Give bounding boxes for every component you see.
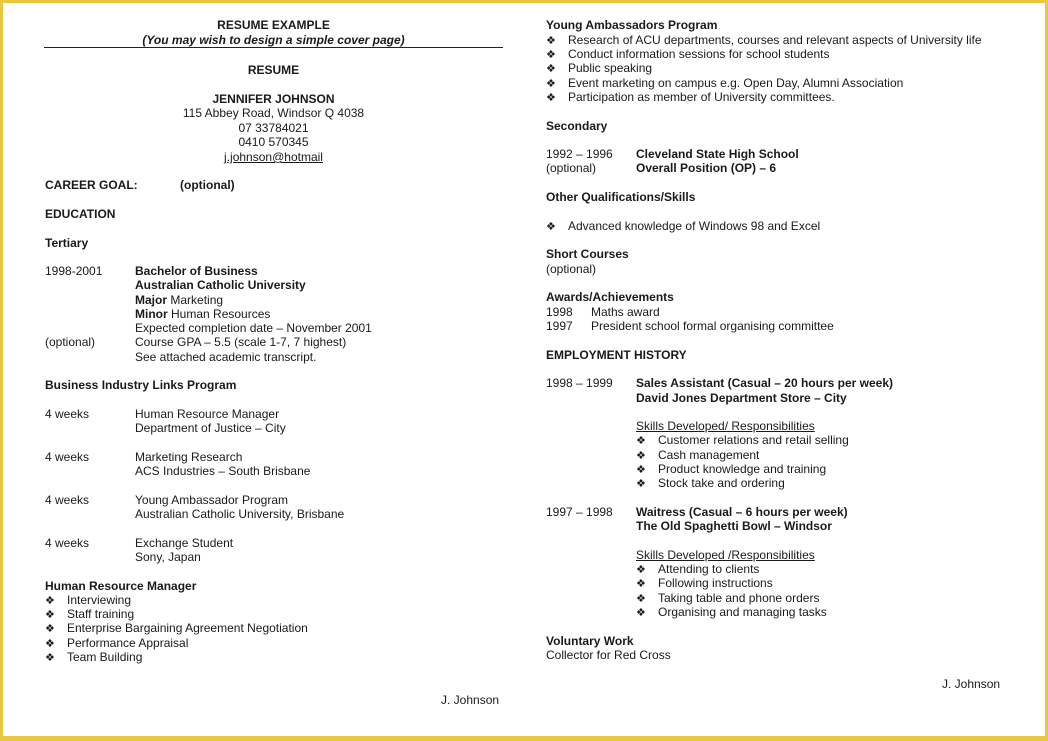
career-goal-value: (optional) <box>180 178 235 192</box>
list-item <box>45 636 55 651</box>
hrm-item: Performance Appraisal <box>67 636 189 650</box>
oq-item: Advanced knowledge of Windows 98 and Excel <box>568 219 821 233</box>
bil-role: Young Ambassador Program <box>135 493 288 507</box>
secondary-optional: (optional) <box>546 161 597 175</box>
bullet-icon: ❖ <box>546 63 556 75</box>
job-skill: Stock take and ordering <box>658 476 785 490</box>
list-item <box>636 605 646 620</box>
secondary-op: Overall Position (OP) – 6 <box>636 161 777 175</box>
job-skills-heading: Skills Developed /Responsibilities <box>636 548 815 562</box>
vw-value: Collector for Red Cross <box>546 648 671 662</box>
bullet-icon: ❖ <box>636 593 646 605</box>
bullet-icon: ❖ <box>636 478 646 490</box>
award-year: 1997 <box>546 319 573 333</box>
bullet-icon: ❖ <box>636 435 646 447</box>
resume-heading: RESUME <box>247 63 300 77</box>
hrm-item: Staff training <box>67 607 135 621</box>
bil-duration: 4 weeks <box>45 407 90 421</box>
job-employer: The Old Spaghetti Bowl – Windsor <box>636 519 832 533</box>
list-item <box>636 433 646 448</box>
tertiary-optional: (optional) <box>45 335 96 349</box>
job-skill: Cash management <box>658 448 760 462</box>
minor-value: Human Resources <box>167 307 271 321</box>
tertiary-university: Australian Catholic University <box>135 278 306 292</box>
list-item <box>636 576 646 591</box>
award-text: President school formal organising committee <box>591 319 834 333</box>
bil-organisation: ACS Industries – South Brisbane <box>135 464 311 478</box>
award-text: Maths award <box>591 305 660 319</box>
list-item <box>546 47 556 62</box>
bil-role: Exchange Student <box>135 536 234 550</box>
tertiary-completion: Expected completion date – November 2001 <box>135 321 372 335</box>
candidate-email-link[interactable]: j.johnson@hotmail <box>224 150 323 164</box>
bullet-icon: ❖ <box>45 609 55 621</box>
bil-role: Human Resource Manager <box>135 407 280 421</box>
yap-heading: Young Ambassadors Program <box>546 18 718 32</box>
tertiary-heading: Tertiary <box>45 236 89 250</box>
job-skill: Product knowledge and training <box>658 462 827 476</box>
major-label: Major <box>135 293 168 307</box>
tertiary-transcript: See attached academic transcript. <box>135 350 317 364</box>
list-item <box>45 650 55 665</box>
career-goal-label: CAREER GOAL: <box>45 178 138 192</box>
list-item <box>636 591 646 606</box>
candidate-phone-1: 07 33784021 <box>238 121 309 135</box>
bullet-icon: ❖ <box>45 652 55 664</box>
list-item <box>45 593 55 608</box>
list-item <box>546 76 556 91</box>
awards-heading: Awards/Achievements <box>546 290 674 304</box>
job-years: 1998 – 1999 <box>546 376 613 390</box>
document-subtitle: (You may wish to design a simple cover page) <box>142 33 405 47</box>
list-item <box>636 562 646 577</box>
bil-duration: 4 weeks <box>45 536 90 550</box>
yap-item: Event marketing on campus e.g. Open Day, Alumni Association <box>568 76 904 90</box>
hrm-item: Team Building <box>67 650 143 664</box>
yap-item: Conduct information sessions for school students <box>568 47 830 61</box>
tertiary-major <box>135 293 223 307</box>
tertiary-degree: Bachelor of Business <box>135 264 258 278</box>
minor-label: Minor <box>135 307 168 321</box>
hrm-item: Interviewing <box>67 593 132 607</box>
job-skill: Taking table and phone orders <box>658 591 820 605</box>
job-title: Sales Assistant (Casual – 20 hours per week) <box>636 376 893 390</box>
title-divider <box>44 47 503 48</box>
list-item <box>546 219 556 234</box>
list-item <box>45 621 55 636</box>
bullet-icon: ❖ <box>546 35 556 47</box>
award-year: 1998 <box>546 305 573 319</box>
job-skill: Organising and managing tasks <box>658 605 827 619</box>
bullet-icon: ❖ <box>636 450 646 462</box>
secondary-heading: Secondary <box>546 119 608 133</box>
candidate-phone-2: 0410 570345 <box>238 135 309 149</box>
list-item <box>636 448 646 463</box>
list-item <box>636 462 646 477</box>
job-skills-heading: Skills Developed/ Responsibilities <box>636 419 815 433</box>
bil-role: Marketing Research <box>135 450 243 464</box>
job-skill: Attending to clients <box>658 562 760 576</box>
bullet-icon: ❖ <box>546 221 556 233</box>
bullet-icon: ❖ <box>636 607 646 619</box>
bullet-icon: ❖ <box>45 623 55 635</box>
yap-item: Research of ACU departments, courses and relevant aspects of University life <box>568 33 982 47</box>
candidate-name: JENNIFER JOHNSON <box>212 92 335 106</box>
bil-duration: 4 weeks <box>45 493 90 507</box>
list-item <box>546 61 556 76</box>
left-page-footer: J. Johnson <box>441 693 500 707</box>
list-item <box>45 607 55 622</box>
sc-value: (optional) <box>546 262 597 276</box>
bullet-icon: ❖ <box>45 638 55 650</box>
yap-item: Participation as member of University committees. <box>568 90 835 104</box>
bullet-icon: ❖ <box>636 564 646 576</box>
job-title: Waitress (Casual – 6 hours per week) <box>636 505 848 519</box>
hrm-heading: Human Resource Manager <box>45 579 197 593</box>
secondary-years: 1992 – 1996 <box>546 147 613 161</box>
bullet-icon: ❖ <box>546 78 556 90</box>
tertiary-minor <box>135 307 270 321</box>
job-skill: Customer relations and retail selling <box>658 433 849 447</box>
vw-heading: Voluntary Work <box>546 634 634 648</box>
bullet-icon: ❖ <box>546 49 556 61</box>
bullet-icon: ❖ <box>546 92 556 104</box>
candidate-address: 115 Abbey Road, Windsor Q 4038 <box>182 106 365 120</box>
document-title: RESUME EXAMPLE <box>217 18 330 32</box>
employment-heading: EMPLOYMENT HISTORY <box>546 348 687 362</box>
bil-organisation: Department of Justice – City <box>135 421 286 435</box>
bil-heading: Business Industry Links Program <box>45 378 237 392</box>
major-value: Marketing <box>167 293 224 307</box>
job-employer: David Jones Department Store – City <box>636 391 847 405</box>
list-item <box>546 90 556 105</box>
secondary-school: Cleveland State High School <box>636 147 799 161</box>
bil-organisation: Sony, Japan <box>135 550 201 564</box>
bullet-icon: ❖ <box>636 464 646 476</box>
list-item <box>636 476 646 491</box>
oq-heading: Other Qualifications/Skills <box>546 190 696 204</box>
sc-heading: Short Courses <box>546 247 629 261</box>
hrm-item: Enterprise Bargaining Agreement Negotiation <box>67 621 308 635</box>
list-item <box>546 33 556 48</box>
bullet-icon: ❖ <box>636 578 646 590</box>
job-skill: Following instructions <box>658 576 773 590</box>
tertiary-gpa: Course GPA – 5.5 (scale 1-7, 7 highest) <box>135 335 347 349</box>
tertiary-years: 1998-2001 <box>45 264 103 278</box>
education-heading: EDUCATION <box>45 207 116 221</box>
job-years: 1997 – 1998 <box>546 505 613 519</box>
yap-item: Public speaking <box>568 61 653 75</box>
bil-organisation: Australian Catholic University, Brisbane <box>135 507 345 521</box>
bil-duration: 4 weeks <box>45 450 90 464</box>
bullet-icon: ❖ <box>45 595 55 607</box>
right-page-footer: J. Johnson <box>942 677 1001 691</box>
